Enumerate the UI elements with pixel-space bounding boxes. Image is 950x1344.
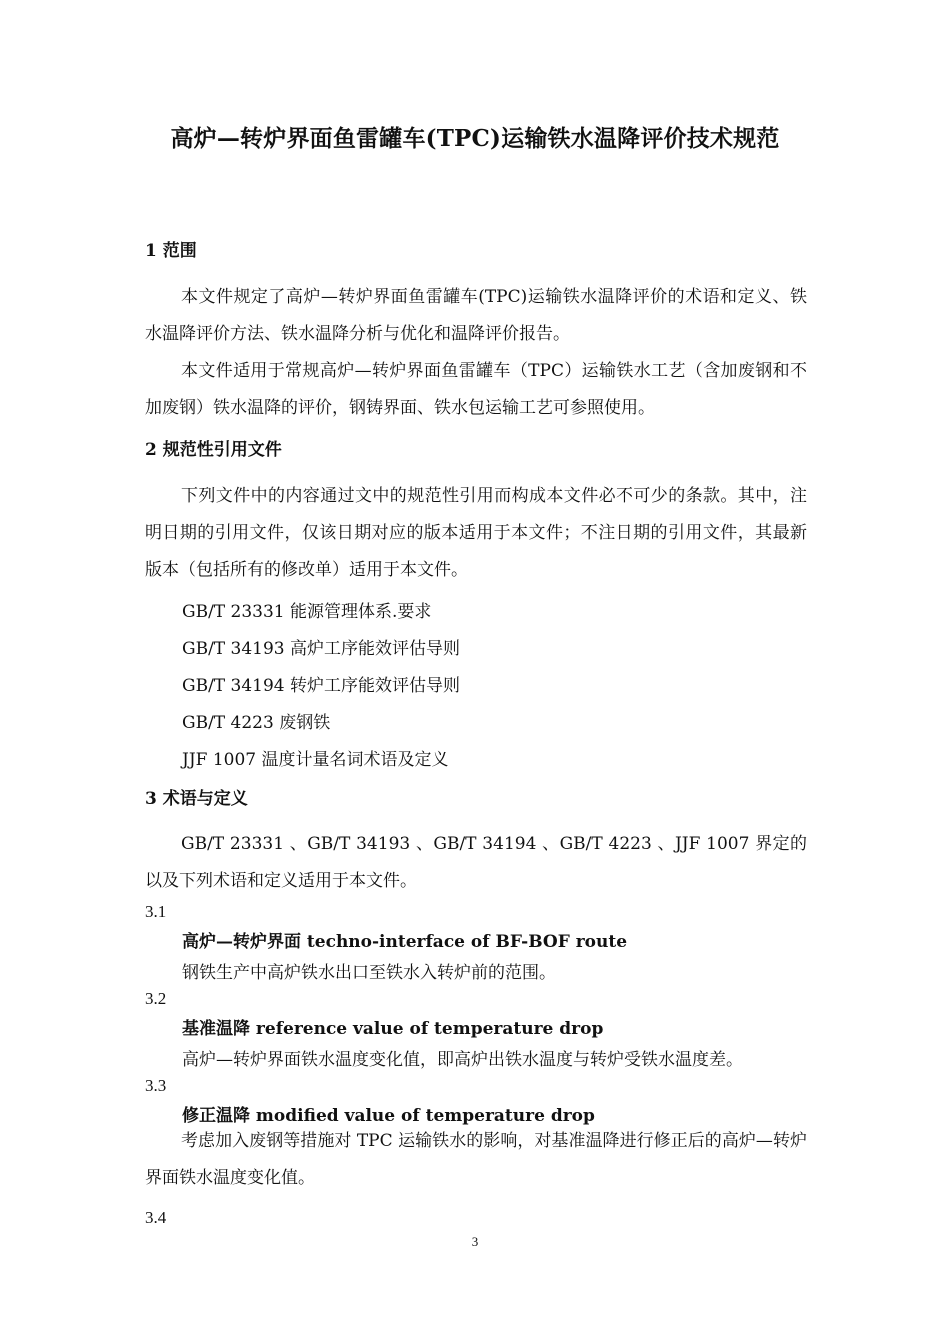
section-heading-terms-definitions: 3 术语与定义	[145, 789, 248, 809]
paragraph-terms-intro: GB/T 23331 、GB/T 34193 、GB/T 34194 、GB/T 4223 、JJF 1007 界定的以及下列术语和定义适用于本文件。	[145, 834, 807, 891]
term-title: 修正温降 modified value of temperature drop	[182, 1106, 595, 1126]
reference-item: GB/T 23331 能源管理体系.要求	[182, 602, 432, 622]
term-title: 基准温降 reference value of temperature drop	[182, 1019, 604, 1039]
document-title: 高炉—转炉界面鱼雷罐车(TPC)运输铁水温降评价技术规范	[170, 125, 780, 152]
term-number: 3.2	[145, 989, 167, 1008]
term-definition: 钢铁生产中高炉铁水出口至铁水入转炉前的范围。	[182, 963, 556, 983]
reference-item: JJF 1007 温度计量名词术语及定义	[182, 750, 449, 770]
paragraph-normative-references: 下列文件中的内容通过文中的规范性引用而构成本文件必不可少的条款。其中，注明日期的引用文件，仅该日期对应的版本适用于本文件；不注日期的引用文件，其最新版本（包括所有的修改单）适用于本文件。	[145, 486, 807, 580]
term-number: 3.1	[145, 902, 167, 921]
reference-item: GB/T 34193 高炉工序能效评估导则	[182, 639, 461, 659]
term-number: 3.4	[145, 1208, 167, 1227]
term-definition: 高炉—转炉界面铁水温度变化值，即高炉出铁水温度与转炉受铁水温度差。	[182, 1050, 743, 1070]
term-number: 3.3	[145, 1076, 167, 1095]
reference-item: GB/T 34194 转炉工序能效评估导则	[182, 676, 461, 696]
paragraph-scope-2: 本文件适用于常规高炉—转炉界面鱼雷罐车（TPC）运输铁水工艺（含加废钢和不加废钢）铁水温降的评价，钢铸界面、铁水包运输工艺可参照使用。	[145, 361, 807, 418]
term-definition: 考虑加入废钢等措施对 TPC 运输铁水的影响，对基准温降进行修正后的高炉—转炉界面铁水温度变化值。	[145, 1131, 807, 1188]
page-number: 3	[471, 1234, 479, 1249]
paragraph-scope-1: 本文件规定了高炉—转炉界面鱼雷罐车(TPC)运输铁水温降评价的术语和定义、铁水温降评价方法、铁水温降分析与优化和温降评价报告。	[145, 287, 807, 344]
section-heading-scope: 1 范围	[145, 241, 197, 261]
term-title: 高炉—转炉界面 techno-interface of BF-BOF route	[182, 932, 628, 952]
section-heading-normative-references: 2 规范性引用文件	[145, 440, 282, 460]
reference-item: GB/T 4223 废钢铁	[182, 713, 331, 733]
